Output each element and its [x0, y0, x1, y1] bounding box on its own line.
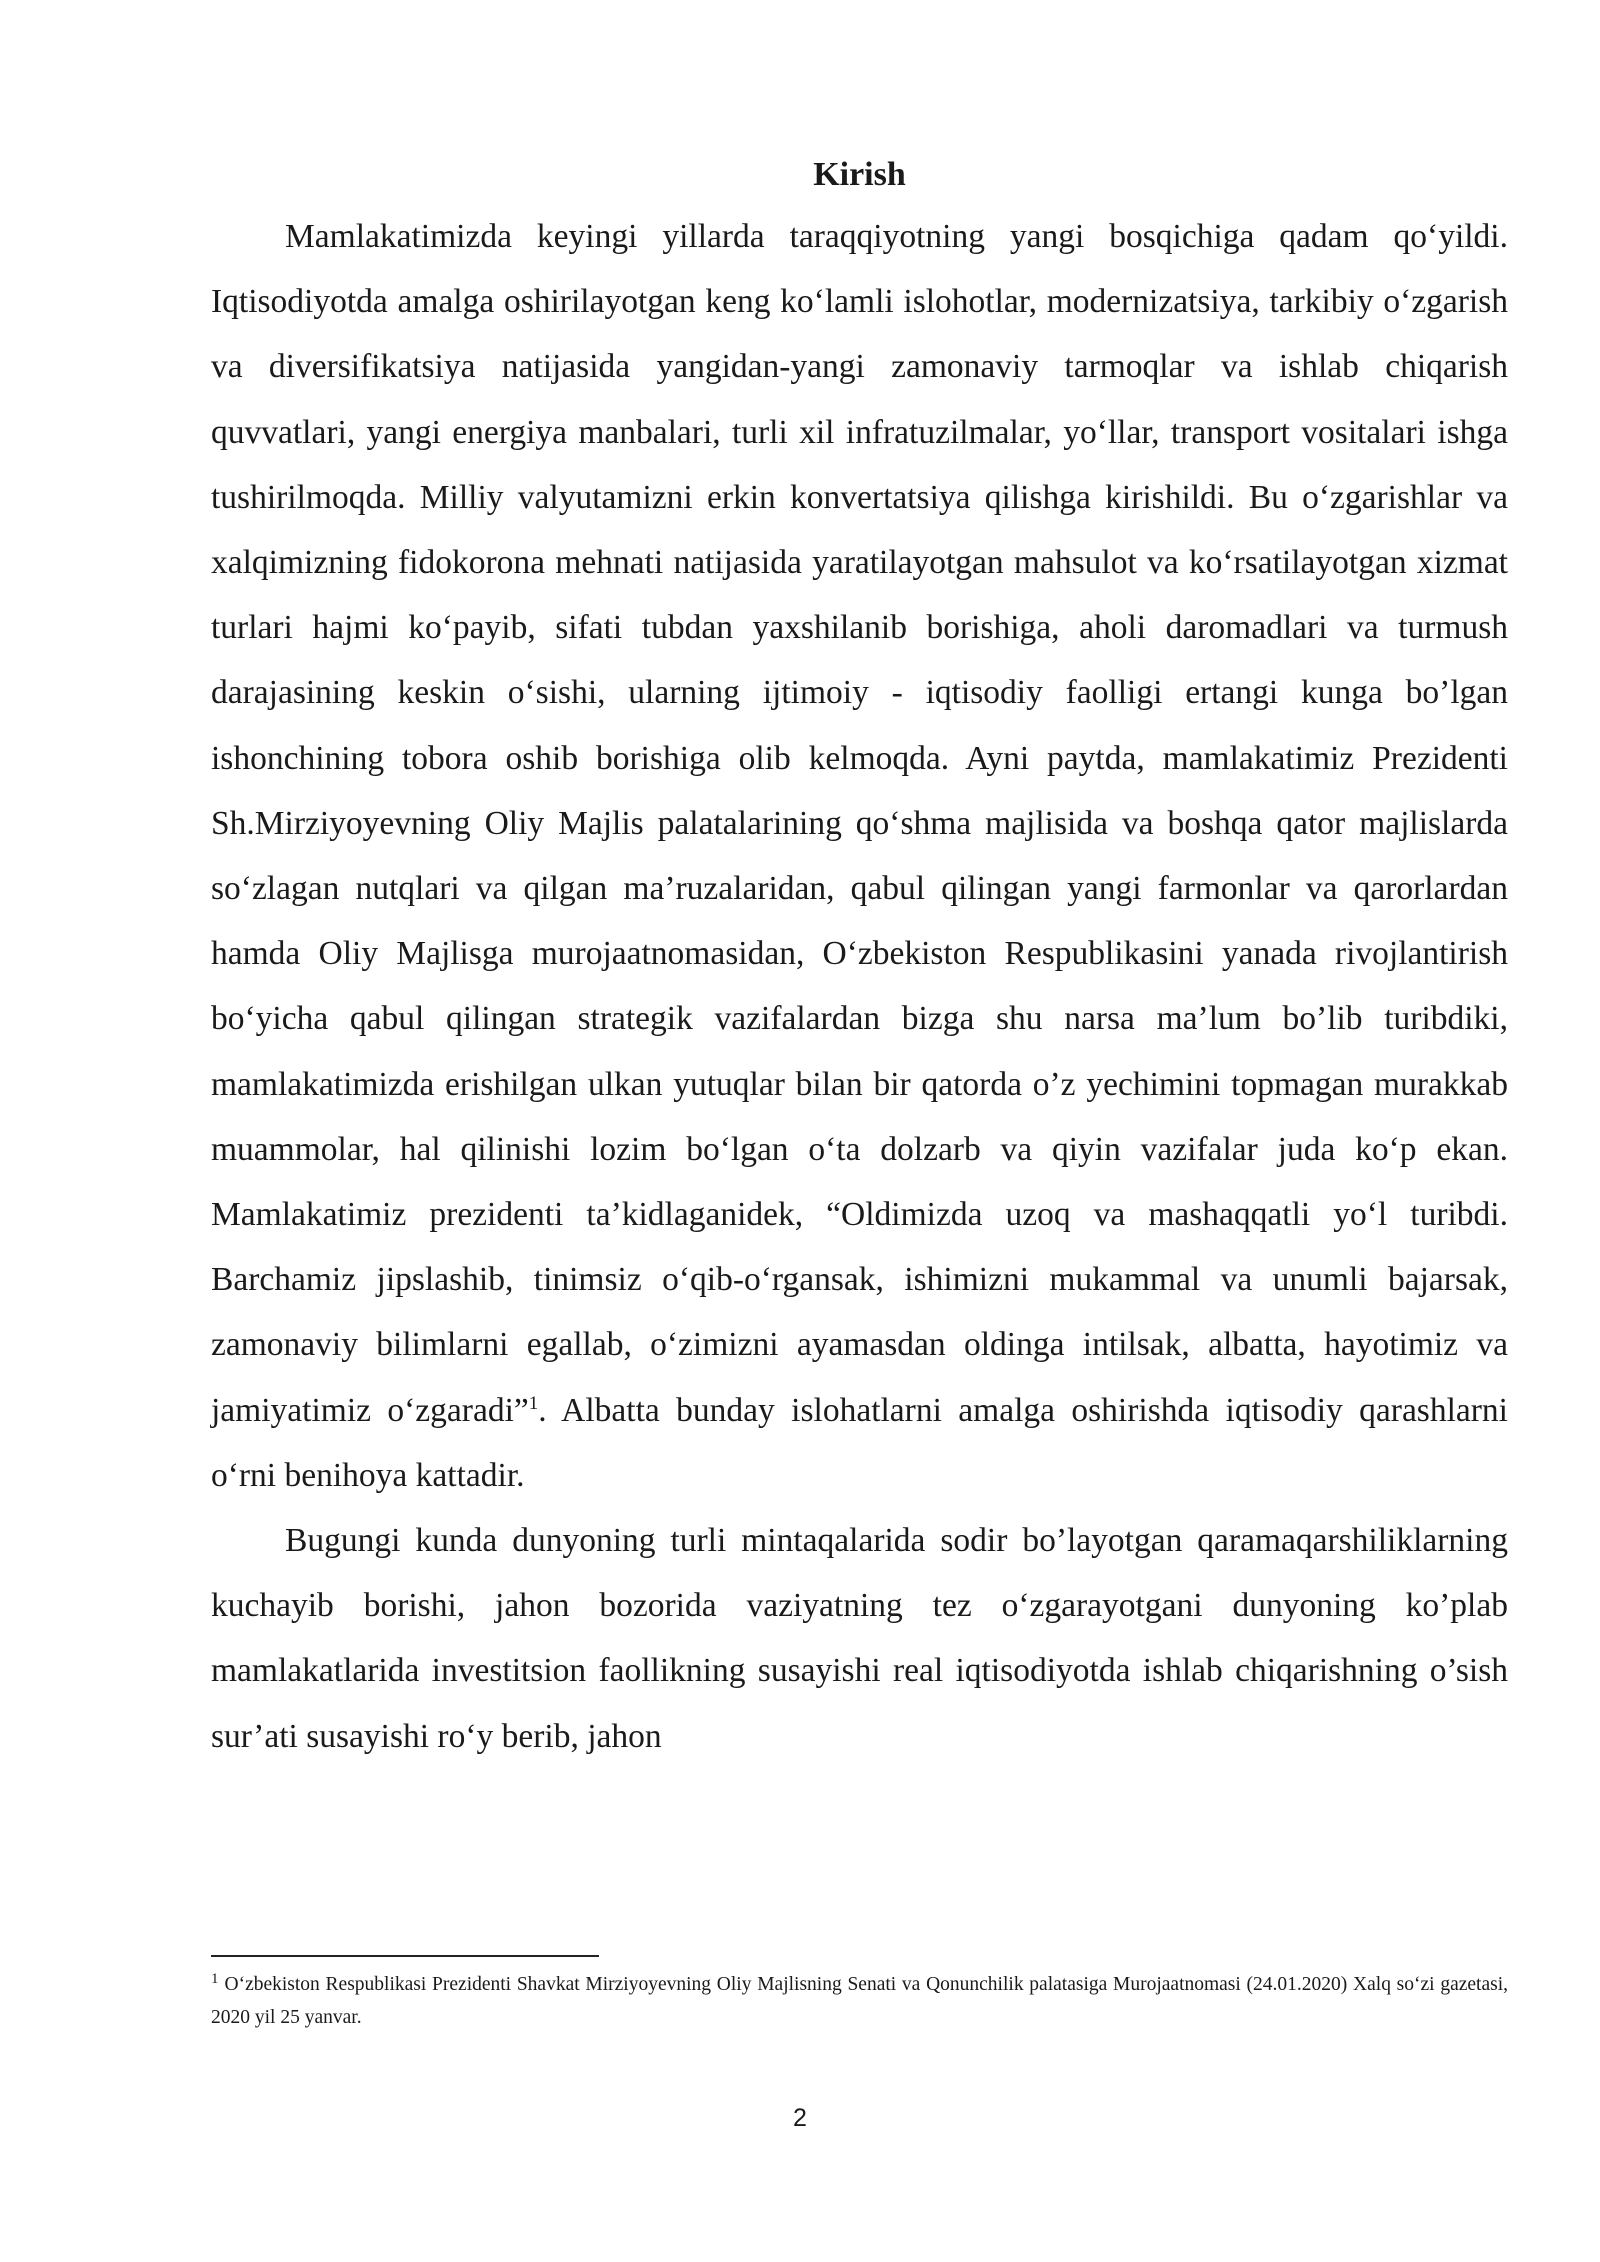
- footnote-text: O‘zbekiston Respublikasi Prezidenti Shavkat Mirziyoyevning Oliy Majlisning Senati va Qonunchilik palatasiga Murojaatnomasi (24.01.2020) Xalq so‘zi gazetasi, 2020 yil 25 yanvar.: [211, 1974, 1508, 2028]
- footnote: [211, 1968, 1508, 2034]
- paragraph-text: Mamlakatimizda keyingi yillarda taraqqiyotning yangi bosqichiga qadam qo‘yildi. Iqtisodiyotda amalga oshirilayotgan keng ko‘lamli islohotlar, modernizatsiya, tarkibiy o‘zgarish va diversifikatsiya natijasida yangidan-yangi zamonaviy tarmoqlar va ishlab chiqarish quvvatlari, yangi energiya manbalari, turli xil infratuzilmalar, yo‘llar, transport vositalari ishga tushirilmoqda. Milliy valyutamizni erkin konvertatsiya qilishga kirishildi. Bu o‘zgarishlar va xalqimizning fidokorona mehnati natijasida yaratilayotgan mahsulot va ko‘rsatilayotgan xizmat turlari hajmi ko‘payib, sifati tubdan yaxshilanib borishiga, aholi daromadlari va turmush darajasining keskin o‘sishi, ularning ijtimoiy - iqtisodiy faolligi ertangi kunga bo’lgan ishonchining tobora oshib borishiga olib kelmoqda. Ayni paytda, mamlakatimiz Prezidenti Sh.Mirziyoyevning Oliy Majlis palatalarining qo‘shma majlisida va boshqa qator majlislarda so‘zlagan nutqlari va qilgan ma’ruzalaridan, qabul qilingan yangi farmonlar va qarorlardan hamda Oliy Majlisga murojaatnomasidan, O‘zbekiston Respublikasini yanada rivojlantirish bo‘yicha qabul qilingan strategik vazifalardan bizga shu narsa ma’lum bo’lib turibdiki, mamlakatimizda erishilgan ulkan yutuqlar bilan bir qatorda o’z yechimini topmagan murakkab muammolar, hal qilinishi lozim bo‘lgan o‘ta dolzarb va qiyin vazifalar juda ko‘p ekan. Mamlakatimiz prezidenti ta’kidlaganidek, “Oldimizda uzoq va mashaqqatli yo‘l turibdi. Barchamiz jipslashib, tinimsiz o‘qib-o‘rgansak, ishimizni mukammal va unumli bajarsak, zamonaviy bilimlarni egallab, o‘zimizni ayamasdan oldinga intilsak, albatta, hayotimiz va jamiyatimiz o‘zgaradi”: [211, 218, 1508, 1429]
- paragraph-introduction: [211, 204, 1508, 1508]
- page-body: [211, 146, 1508, 1769]
- footnote-mark: 1: [211, 1970, 219, 1987]
- paragraph-world-economy: Bugungi kunda dunyoning turli mintaqalarida sodir bo’layotgan qaramaqarshiliklarning kuchayib borishi, jahon bozorida vaziyatning tez o‘zgarayotgani dunyoning ko’plab mamlakatlarida investitsion faollikning susayishi real iqtisodiyotda ishlab chiqarishning o’sish sur’ati susayishi ro‘y berib, jahon: [211, 1522, 1508, 1755]
- paragraph-text-continued: . Albatta bunday islohatlarni amalga oshirishda iqtisodiy qarashlarni o‘rni benihoya kattadir.: [211, 1391, 1508, 1494]
- footnote-separator: [211, 1955, 599, 1957]
- footnote-reference[interactable]: 1: [528, 1392, 539, 1414]
- page-number: 2: [793, 2104, 807, 2132]
- section-title: Kirish: [813, 156, 906, 193]
